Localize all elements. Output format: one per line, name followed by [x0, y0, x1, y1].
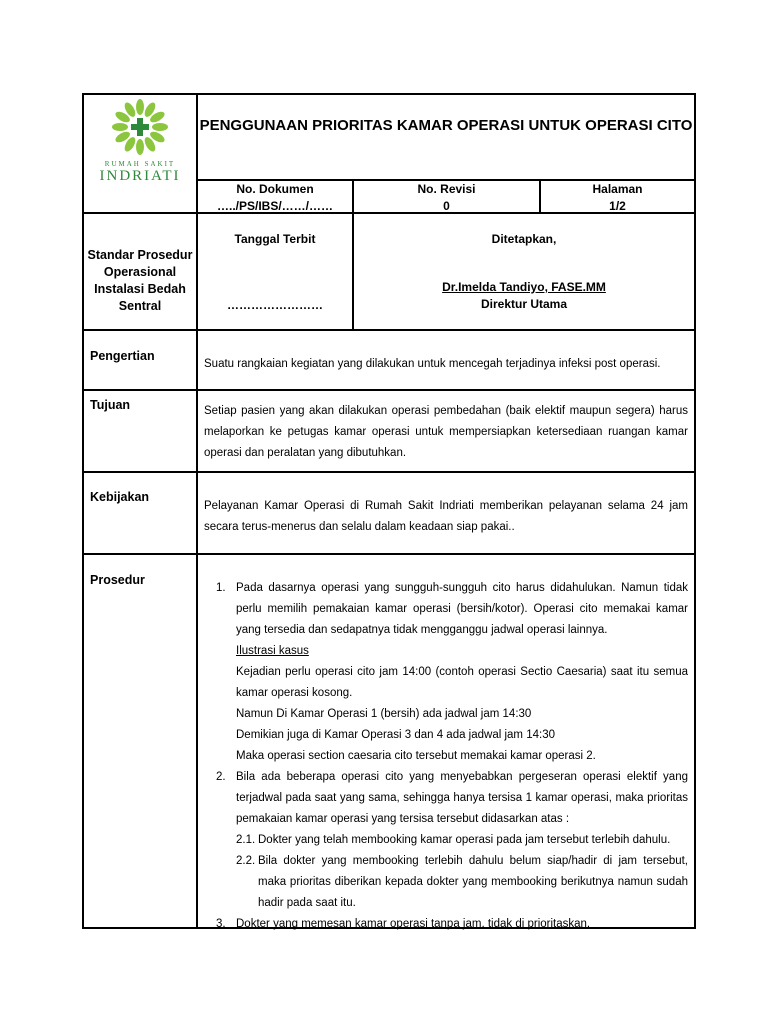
sub-item-text: Dokter yang telah membooking kamar operasi pada jam tersebut terlebih dahulu. [258, 834, 671, 846]
signer-title: Direktur Utama [480, 297, 568, 311]
doc-number-label: No. Dokumen [236, 182, 314, 196]
item-text: Pada dasarnya operasi yang sungguh-sungguh cito harus didahulukan. Namun tidak perlu memilih pemakaian kamar operasi (bersih/kotor). Operasi cito memakai kamar yang tersedia dan sedapatnya tidak mengganggu jadwal operasi lainnya. [236, 582, 688, 636]
frame-top [82, 93, 696, 95]
kebijakan-text: Pelayanan Kamar Operasi di Rumah Sakit Indriati memberikan pelayanan selama 24 jam secara terus-menerus dan selalu dalam keadaan siap pakai.. [204, 500, 688, 533]
pengertian-label: Pengertian [90, 349, 155, 363]
frame-right [694, 93, 696, 929]
doc-number-cell [198, 181, 352, 215]
sub-item [236, 851, 688, 914]
revision-value: 0 [443, 199, 450, 213]
tujuan-text: Setiap pasien yang akan dilakukan operasi pembedahan (baik elektif maupun segera) harus melaporkan ke petugas kamar operasi untuk mempersiapkan ketersediaan ruangan kamar operasi dan peralatan yang dibutuhkan. [204, 405, 688, 459]
kebijakan-label: Kebijakan [90, 490, 150, 504]
sop-side-title: Standar Prosedur Operasional Instalasi Bedah Sentral [87, 248, 193, 313]
hospital-logo [88, 99, 192, 184]
sub-item-text: Bila dokter yang membooking terlebih dahulu belum siap/hadir di jam tersebut, maka prioritas diberikan kepada dokter yang membooking berikutnya namun sudah hadir pada saat itu. [258, 855, 688, 909]
item-text: Dokter yang memesan kamar operasi tanpa jam, tidak di prioritaskan. [236, 918, 591, 930]
logo-name: INDRIATI [99, 168, 181, 184]
list-item [202, 578, 688, 767]
item-text: Bila ada beberapa operasi cito yang menyebabkan pergeseran operasi elektif yang terjadwal pada saat yang sama, sehingga hanya tersisa 1 kamar operasi, maka prioritas pemakaian kamar operasi yang tersisa tersebut didasarkan atas : [236, 771, 688, 825]
item-number: 2. [216, 771, 226, 783]
leaf-cross-icon [88, 99, 192, 155]
doc-number-value: …../PS/IBS/……/…… [216, 199, 333, 213]
item-number: 1. [216, 582, 226, 594]
signer-name: Dr.Imelda Tandiyo, FASE.MM [442, 280, 606, 294]
case-title: Ilustrasi kasus [236, 645, 309, 657]
pengertian-divider [82, 389, 696, 391]
list-item [202, 767, 688, 914]
pengertian-text: Suatu rangkaian kegiatan yang dilakukan untuk mencegah terjadinya infeksi post operasi. [204, 358, 661, 370]
established-label: Ditetapkan, [491, 232, 557, 246]
tujuan-label: Tujuan [90, 398, 131, 412]
revision-cell [354, 181, 539, 215]
logo-subtitle: RUMAH SAKIT [104, 160, 176, 168]
page-cell [541, 181, 694, 215]
prosedur-label: Prosedur [90, 573, 145, 587]
document-title: PENGGUNAAN PRIORITAS KAMAR OPERASI UNTUK OPERASI CITO [199, 117, 693, 134]
sub-item-number: 2.2. [236, 855, 256, 867]
kebijakan-divider [82, 553, 696, 555]
issue-date-value: …………………… [227, 298, 323, 312]
sub-item-number: 2.1. [236, 834, 256, 846]
frame-left [82, 93, 84, 929]
prosedur-list [202, 578, 688, 935]
approval-divider [82, 329, 696, 331]
issue-date-label: Tanggal Terbit [234, 232, 316, 246]
label-column-divider [196, 93, 198, 929]
revision-label: No. Revisi [417, 182, 476, 196]
list-item [202, 914, 688, 935]
case-line: Maka operasi section caesaria cito tersebut memakai kamar operasi 2. [236, 750, 596, 762]
case-line: Namun Di Kamar Operasi 1 (bersih) ada jadwal jam 14:30 [236, 708, 532, 720]
case-line: Kejadian perlu operasi cito jam 14:00 (contoh operasi Sectio Caesaria) saat itu semua kamar operasi kosong. [236, 666, 688, 699]
item-number: 3. [216, 918, 226, 930]
page-value: 1/2 [609, 199, 626, 213]
sop-document [82, 93, 696, 929]
case-line: Demikian juga di Kamar Operasi 3 dan 4 ada jadwal jam 14:30 [236, 729, 555, 741]
sub-item [236, 830, 688, 851]
tujuan-divider [82, 471, 696, 473]
page-label: Halaman [592, 182, 643, 196]
